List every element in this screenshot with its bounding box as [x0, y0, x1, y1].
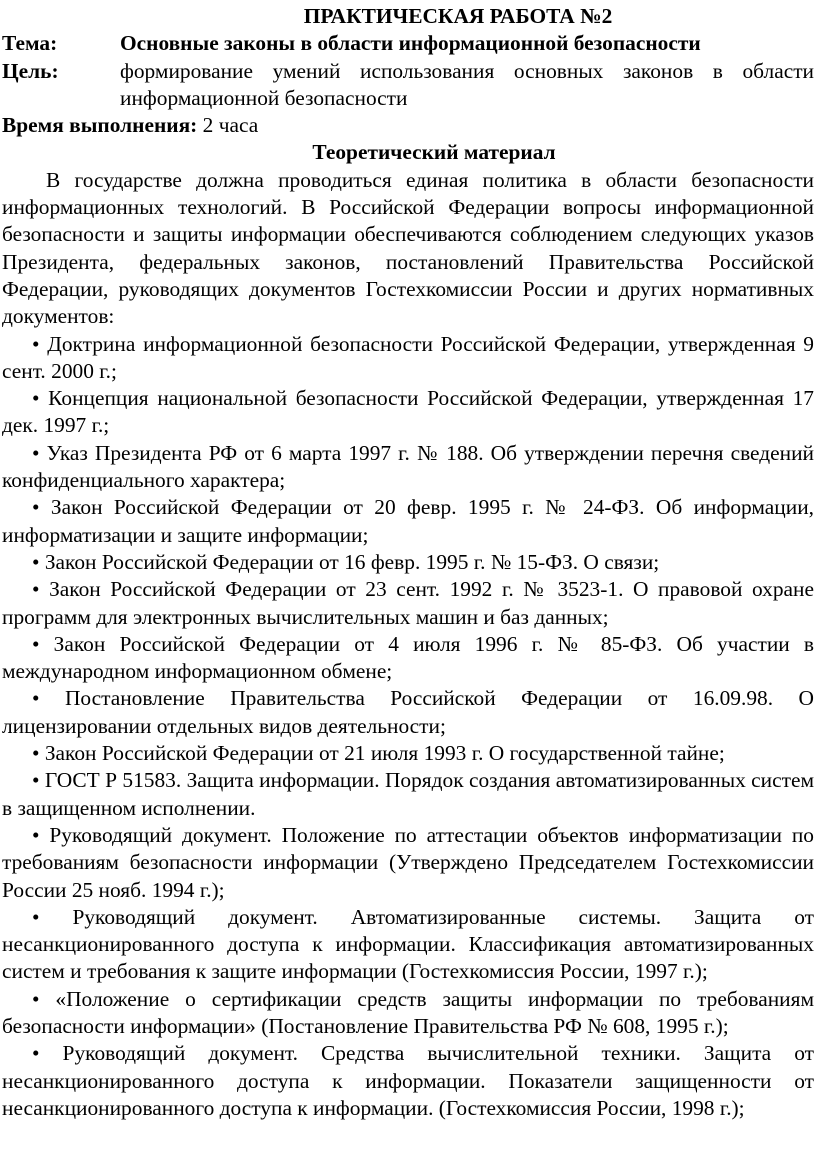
- list-item: • Указ Президента РФ от 6 марта 1997 г. № 188. Об утверждении перечня сведений конфиденциального характера;: [2, 440, 814, 493]
- duration-row: [2, 112, 814, 139]
- list-item: • Постановление Правительства Российской Федерации от 16.09.98. О лицензировании отдельных видов деятельности;: [2, 686, 814, 738]
- list-item: • Руководящий документ. Средства вычислительной техники. Защита от несанкционированного доступа к информации. Показатели защищенности от несанкционированного доступа к информации. (Гостехкомиссия России, 1998 г.);: [2, 1041, 814, 1120]
- list-item: • Концепция национальной безопасности Российской Федерации, утвержденная 17 дек. 1997 г.;: [2, 386, 814, 438]
- list-item: • Руководящий документ. Автоматизированные системы. Защита от несанкционированного доступа к информации. Классификация автоматизированных систем и требования к защите информации (Гостехкомиссия России, 1997 г.);: [2, 904, 814, 984]
- goal-value: формирование умений использования основных законов в области информационной безопасности: [120, 58, 814, 110]
- topic-label: Тема:: [2, 31, 58, 56]
- list-item: • Доктрина информационной безопасности Российской Федерации, утвержденная 9 сент. 2000 г.;: [2, 331, 814, 383]
- list-item: • Руководящий документ. Положение по аттестации объектов информатизации по требованиям безопасности информации (Утверждено Председателем Гостехкомиссии России 25 нояб. 1994 г.);: [2, 822, 814, 902]
- goal-row: [2, 58, 814, 113]
- list-item: • «Положение о сертификации средств защиты информации по требованиям безопасности информации» (Постановление Правительства РФ № 608, 1995 г.);: [2, 986, 814, 1038]
- documents-list: [2, 331, 814, 1123]
- section-title: Теоретический материал: [312, 140, 556, 165]
- document-page: [2, 3, 814, 1122]
- topic-value: Основные законы в области информационной безопасности: [120, 31, 701, 56]
- list-item: • Закон Российской Федерации от 20 февр. 1995 г. № 24-ФЗ. Об информации, информатизации и защите информации;: [2, 495, 814, 547]
- duration-label: Время выполнения:: [2, 113, 198, 138]
- list-item: • Закон Российской Федерации от 16 февр. 1995 г. № 15-ФЗ. О связи;: [32, 549, 660, 574]
- list-item: • Закон Российской Федерации от 21 июля 1993 г. О государственной тайне;: [32, 741, 725, 766]
- list-item: • ГОСТ Р 51583. Защита информации. Порядок создания автоматизированных систем в защищенном исполнении.: [2, 768, 814, 820]
- goal-label: Цель:: [2, 58, 59, 83]
- list-item: • Закон Российской Федерации от 23 сент. 1992 г. № 3523-1. О правовой охране программ для электронных вычислительных машин и баз данных;: [2, 577, 814, 629]
- document-title: ПРАКТИЧЕСКАЯ РАБОТА №2: [303, 4, 613, 28]
- duration-value: 2 часа: [202, 113, 259, 138]
- topic-row: [2, 30, 814, 57]
- list-item: • Закон Российской Федерации от 4 июля 1996 г. № 85-ФЗ. Об участии в международном информационном обмене;: [2, 631, 814, 684]
- intro-paragraph: В государстве должна проводиться единая политика в области безопасности информационных технологий. В Российской Федерации вопросы информационной безопасности и защиты информации обеспечиваются соблюдением следующих указов Президента, федеральных законов, постановлений Правительства Российской Федерации, руководящих документов Гостехкомиссии России и других нормативных документов:: [2, 167, 814, 329]
